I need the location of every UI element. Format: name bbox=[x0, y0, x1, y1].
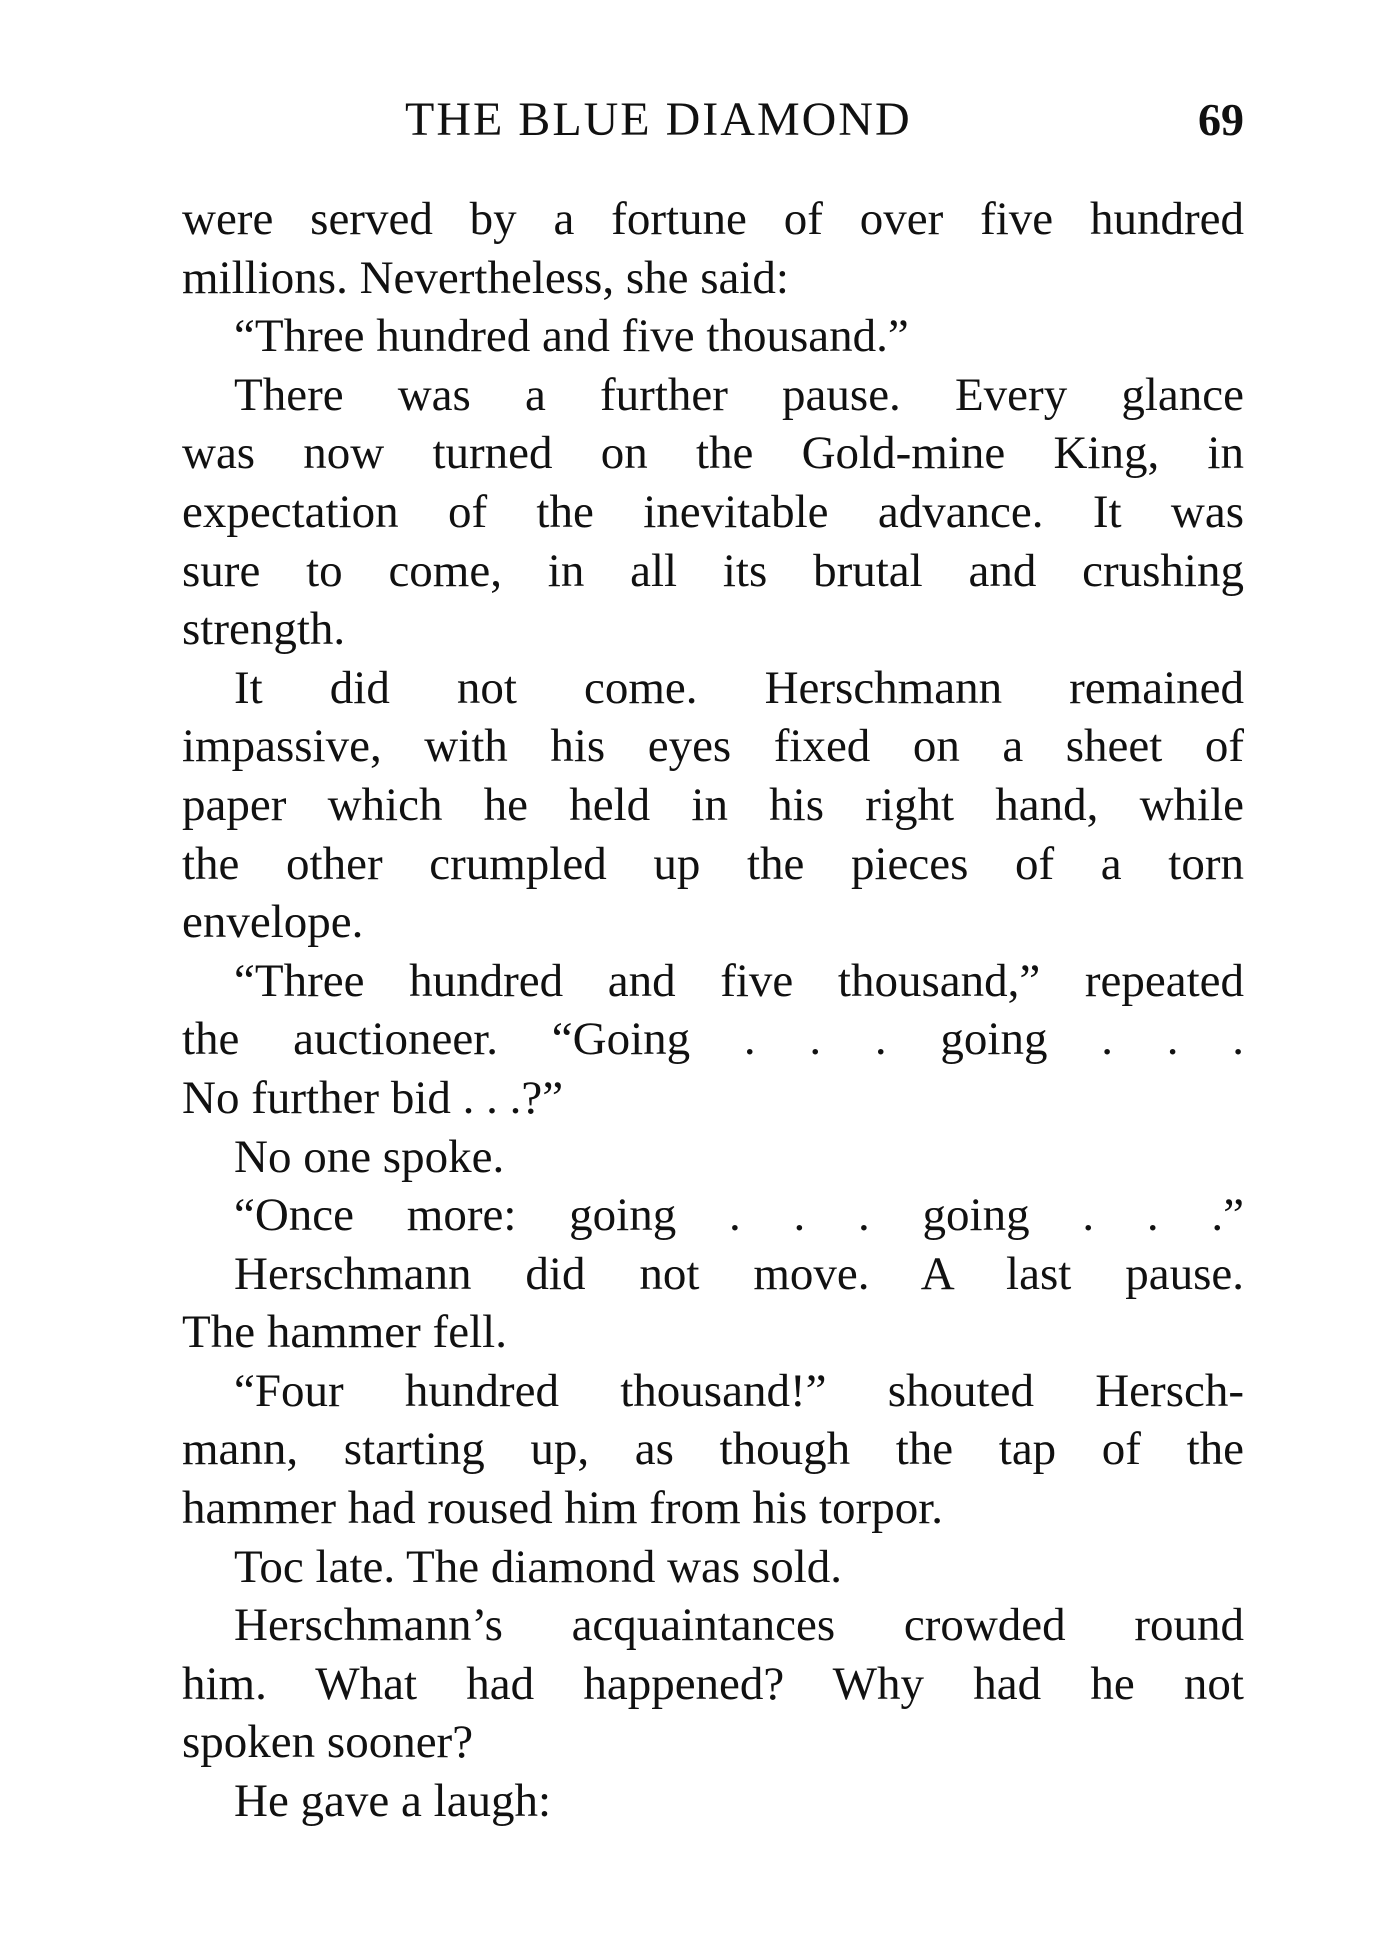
text-line: It did not come. Herschmann remained bbox=[234, 661, 1244, 714]
text-line: the auctioneer. “Going . . . going . . . bbox=[182, 1013, 1244, 1066]
text-line: hammer had roused him from his torpor. bbox=[182, 1482, 943, 1535]
text-line: The hammer fell. bbox=[182, 1306, 507, 1359]
text-line: Toc late. The diamond was sold. bbox=[234, 1540, 843, 1593]
text-line: expectation of the inevitable advance. It was bbox=[182, 485, 1244, 538]
text-line: were served by a fortune of over five hundred bbox=[182, 193, 1244, 245]
running-title: THE BLUE DIAMOND bbox=[405, 93, 912, 146]
text-line: “Three hundred and five thousand.” bbox=[234, 310, 909, 363]
text-line: No further bid . . .?” bbox=[182, 1071, 564, 1124]
page-number: 69 bbox=[1198, 94, 1244, 145]
page-header bbox=[182, 88, 1244, 152]
text-line: “Four hundred thousand!” shouted Hersch- bbox=[234, 1364, 1244, 1417]
text-line: millions. Nevertheless, she said: bbox=[182, 251, 789, 304]
body-text bbox=[182, 190, 1244, 1831]
text-line: Herschmann did not move. A last pause. bbox=[234, 1247, 1244, 1300]
text-line: envelope. bbox=[182, 896, 364, 949]
text-line: strength. bbox=[182, 603, 346, 656]
text-line: “Three hundred and five thousand,” repeated bbox=[234, 954, 1244, 1007]
text-line: spoken sooner? bbox=[182, 1716, 474, 1769]
text-line: sure to come, in all its brutal and crushing bbox=[182, 544, 1244, 597]
text-line: the other crumpled up the pieces of a torn bbox=[182, 837, 1244, 890]
text-line: was now turned on the Gold-mine King, in bbox=[182, 427, 1244, 480]
text-line: impassive, with his eyes fixed on a sheet of bbox=[182, 720, 1244, 773]
text-line: mann, starting up, as though the tap of the bbox=[182, 1423, 1244, 1476]
text-line: Herschmann’s acquaintances crowded round bbox=[234, 1599, 1244, 1652]
text-line: paper which he held in his right hand, while bbox=[182, 778, 1244, 831]
text-line: him. What had happened? Why had he not bbox=[182, 1657, 1244, 1710]
text-line: “Once more: going . . . going . . .” bbox=[234, 1189, 1244, 1242]
text-line: He gave a laugh: bbox=[234, 1775, 552, 1828]
text-line: No one spoke. bbox=[234, 1130, 505, 1183]
text-line: There was a further pause. Every glance bbox=[234, 368, 1244, 421]
